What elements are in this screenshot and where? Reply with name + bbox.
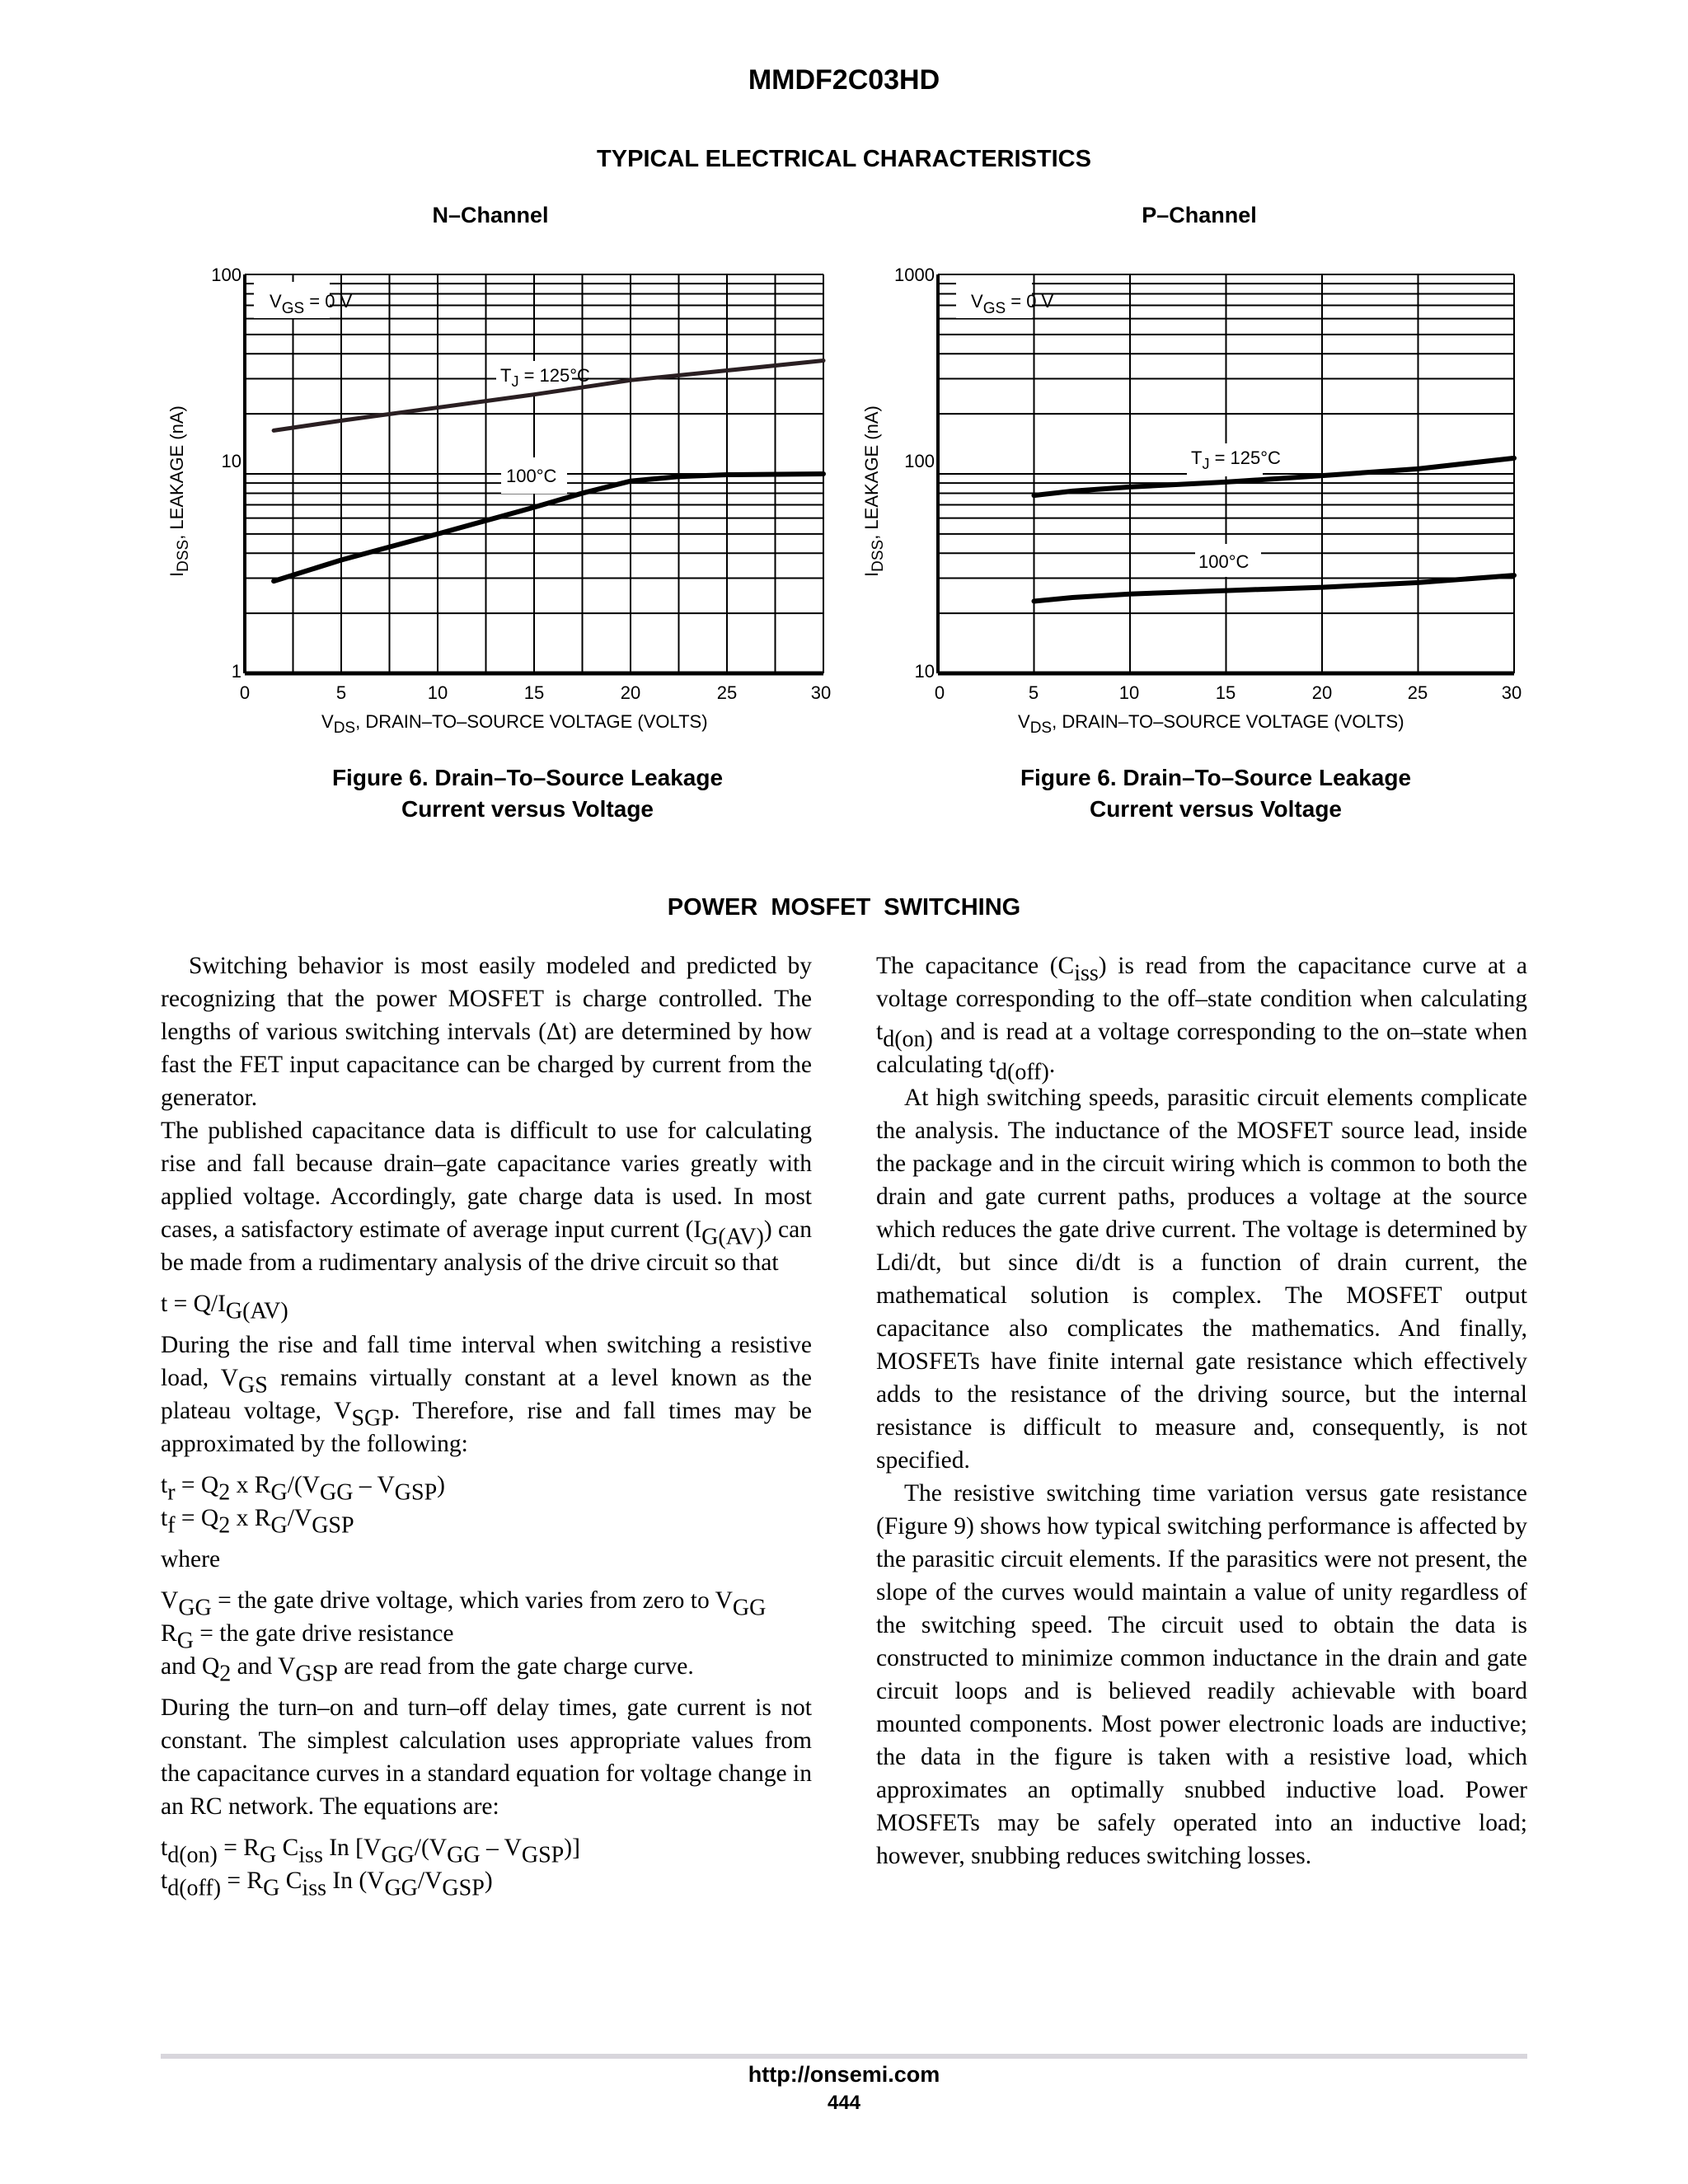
caption-line: Current versus Voltage — [1089, 796, 1343, 822]
figure-caption-n-channel — [239, 762, 816, 825]
left-text-column — [161, 949, 812, 1901]
paragraph: The resistive switching time variation versus gate resistance (Figure 9) shows how typical switching performance is affected by the parasitic circuit elements. If the parasitics were not present, the slope of the curves would maintain a value of unity regardless of the switching speed. The circuit used to obtain the data is constructed to minimize common inductance in the drain and gate circuit loops and is believed readily achievable with board mounted components. Most power electronic loads are inductive; the data in the figure is taken with a resistive load, which approximates an optimally snubbed inductive load. Power MOSFETs may be safely operated into an inductive load; however, snubbing reduces switching losses. — [876, 1480, 1528, 1869]
p-channel-leakage-chart — [849, 247, 1525, 742]
100c-label: 100°C — [1198, 551, 1250, 572]
section-title: TYPICAL ELECTRICAL CHARACTERISTICS — [597, 146, 1091, 172]
footer-divider — [161, 2054, 1527, 2059]
y-tick-100: 100 — [211, 265, 241, 285]
x-tick: 5 — [335, 682, 347, 703]
n-channel-leakage-chart — [157, 247, 832, 742]
100c-curve — [1034, 575, 1515, 601]
equation-tdoff: $t_{d(off)} = R_G$ $C_{iss}$ In $(V_{GG}/V_{GSP})$ — [161, 1868, 493, 1901]
x-tick: 0 — [934, 682, 945, 703]
paragraph: Switching behavior is most easily modeled and predicted by recognizing that the power MOSFET is charge controlled. The lengths of various switching intervals (Δt) are determined by how fast the FET input capacitance can be charged by current from the generator. — [161, 953, 812, 1111]
x-tick: 20 — [1311, 682, 1333, 703]
y-tick-100: 100 — [904, 451, 935, 471]
figure-caption-p-channel — [927, 762, 1504, 825]
tj-125c-label: $T_J = 125^\circ C$ — [500, 365, 590, 390]
caption-line: Current versus Voltage — [401, 796, 654, 822]
x-axis-label: VDS, DRAIN–TO–SOURCE VOLTAGE (VOLTS) — [1018, 711, 1404, 737]
x-tick: 30 — [1501, 682, 1522, 703]
x-tick: 5 — [1028, 682, 1039, 703]
y-axis-label: IDSS, LEAKAGE (nA) — [861, 405, 887, 577]
vgs-annotation: VGS = 0 V — [971, 291, 1054, 317]
equation-tdon: $t_{d(on)} = R_G$ $C_{iss}$ In $[V_{GG}/(V_{GG} - V_{GSP})]$ — [161, 1835, 580, 1868]
caption-line: Figure 6. Drain–To–Source Leakage — [331, 765, 724, 790]
equation-tr: $t_r = Q_2$ x $R_G/(V_{GG} - V_{GSP})$ — [161, 1472, 445, 1506]
x-tick: 10 — [427, 682, 448, 703]
100c-label: 100°C — [506, 466, 557, 486]
footer-url-link[interactable]: http://onsemi.com — [748, 2062, 940, 2087]
y-tick-10: 10 — [914, 661, 935, 682]
p-channel-heading: P–Channel — [1142, 203, 1257, 227]
x-tick: 25 — [716, 682, 738, 703]
x-tick: 0 — [239, 682, 251, 703]
definition-q2: and $Q_2$ and $V_{GSP}$ are read from the gate charge curve. — [161, 1653, 694, 1687]
right-text-column — [876, 949, 1527, 1872]
y-tick-1000: 1000 — [894, 265, 935, 285]
definition-vgg: $V_{GG}$ = the gate drive voltage, which varies from zero to $V_{GG}$ — [161, 1587, 767, 1621]
paragraph: During the turn–on and turn–off delay times, gate current is not constant. The simplest calculation uses appropriate values from the capacitance curves in a standard equation for voltage change in an RC network. The equations are: — [161, 1694, 812, 1820]
definition-rg: $R_G$ = the gate drive resistance — [161, 1620, 454, 1654]
y-axis-label: IDSS, LEAKAGE (nA) — [166, 405, 192, 577]
vgs-annotation: VGS = 0 V — [270, 291, 353, 317]
tj-125c-label: $T_J = 125^\circ C$ — [1191, 448, 1281, 472]
section-heading-power-mosfet-switching: POWER MOSFET SWITCHING — [667, 894, 1021, 921]
x-tick: 15 — [523, 682, 545, 703]
page-number: 444 — [827, 2092, 861, 2114]
x-tick: 30 — [810, 682, 832, 703]
n-channel-heading: N–Channel — [432, 203, 549, 227]
paragraph: The capacitance $(C_{iss})$ is read from the capacitance curve at a voltage corresponding to the off–state condition when calculating $t_{d(on)}$ and is read at a voltage corresponding to the on–state when calculating $t_{d(off)}$. — [876, 953, 1527, 1085]
paragraph: During the rise and fall time interval when switching a resistive load, $V_{GS}$ remains virtually constant at a level known as the plateau voltage, $V_{SGP}$. Therefore, rise and fall times may be approximated by the following: — [161, 1332, 812, 1457]
where-label: where — [161, 1546, 221, 1572]
paragraph: The published capacitance data is difficult to use for calculating rise and fall because drain–gate capacitance varies greatly with applied voltage. Accordingly, gate charge data is used. In most cases, a satisfactory estimate of average input current $(I_{G(AV)})$ can be made from a rudimentary analysis of the drive circuit so that — [161, 1118, 812, 1276]
paragraph: At high switching speeds, parasitic circuit elements complicate the analysis. The inductance of the MOSFET source lead, inside the package and in the circuit wiring which is common to both the drain and gate current paths, produces a voltage at the source which reduces the gate drive current. The voltage is determined by Ldi/dt, but since di/dt is a function of drain current, the mathematical solution is complex. The MOSFET output capacitance also complicates the mathematics. And finally, MOSFETs have finite internal gate resistance which effectively adds to the resistance of the driving source, but the internal resistance is difficult to measure and, consequently, is not specified. — [876, 1085, 1527, 1474]
equation-tf: $t_f = Q_2$ x $R_G/V_{GSP}$ — [161, 1505, 354, 1539]
x-tick: 20 — [620, 682, 641, 703]
document-title: MMDF2C03HD — [748, 64, 940, 96]
y-tick-10: 10 — [221, 451, 241, 471]
x-tick: 10 — [1118, 682, 1140, 703]
equation-t: $t = Q/I_{G(AV)}$ — [161, 1291, 288, 1324]
y-tick-1: 1 — [231, 661, 241, 682]
x-tick: 25 — [1407, 682, 1428, 703]
caption-line: Figure 6. Drain–To–Source Leakage — [1020, 765, 1412, 790]
x-axis-label: VDS, DRAIN–TO–SOURCE VOLTAGE (VOLTS) — [321, 711, 708, 737]
x-tick: 15 — [1215, 682, 1236, 703]
